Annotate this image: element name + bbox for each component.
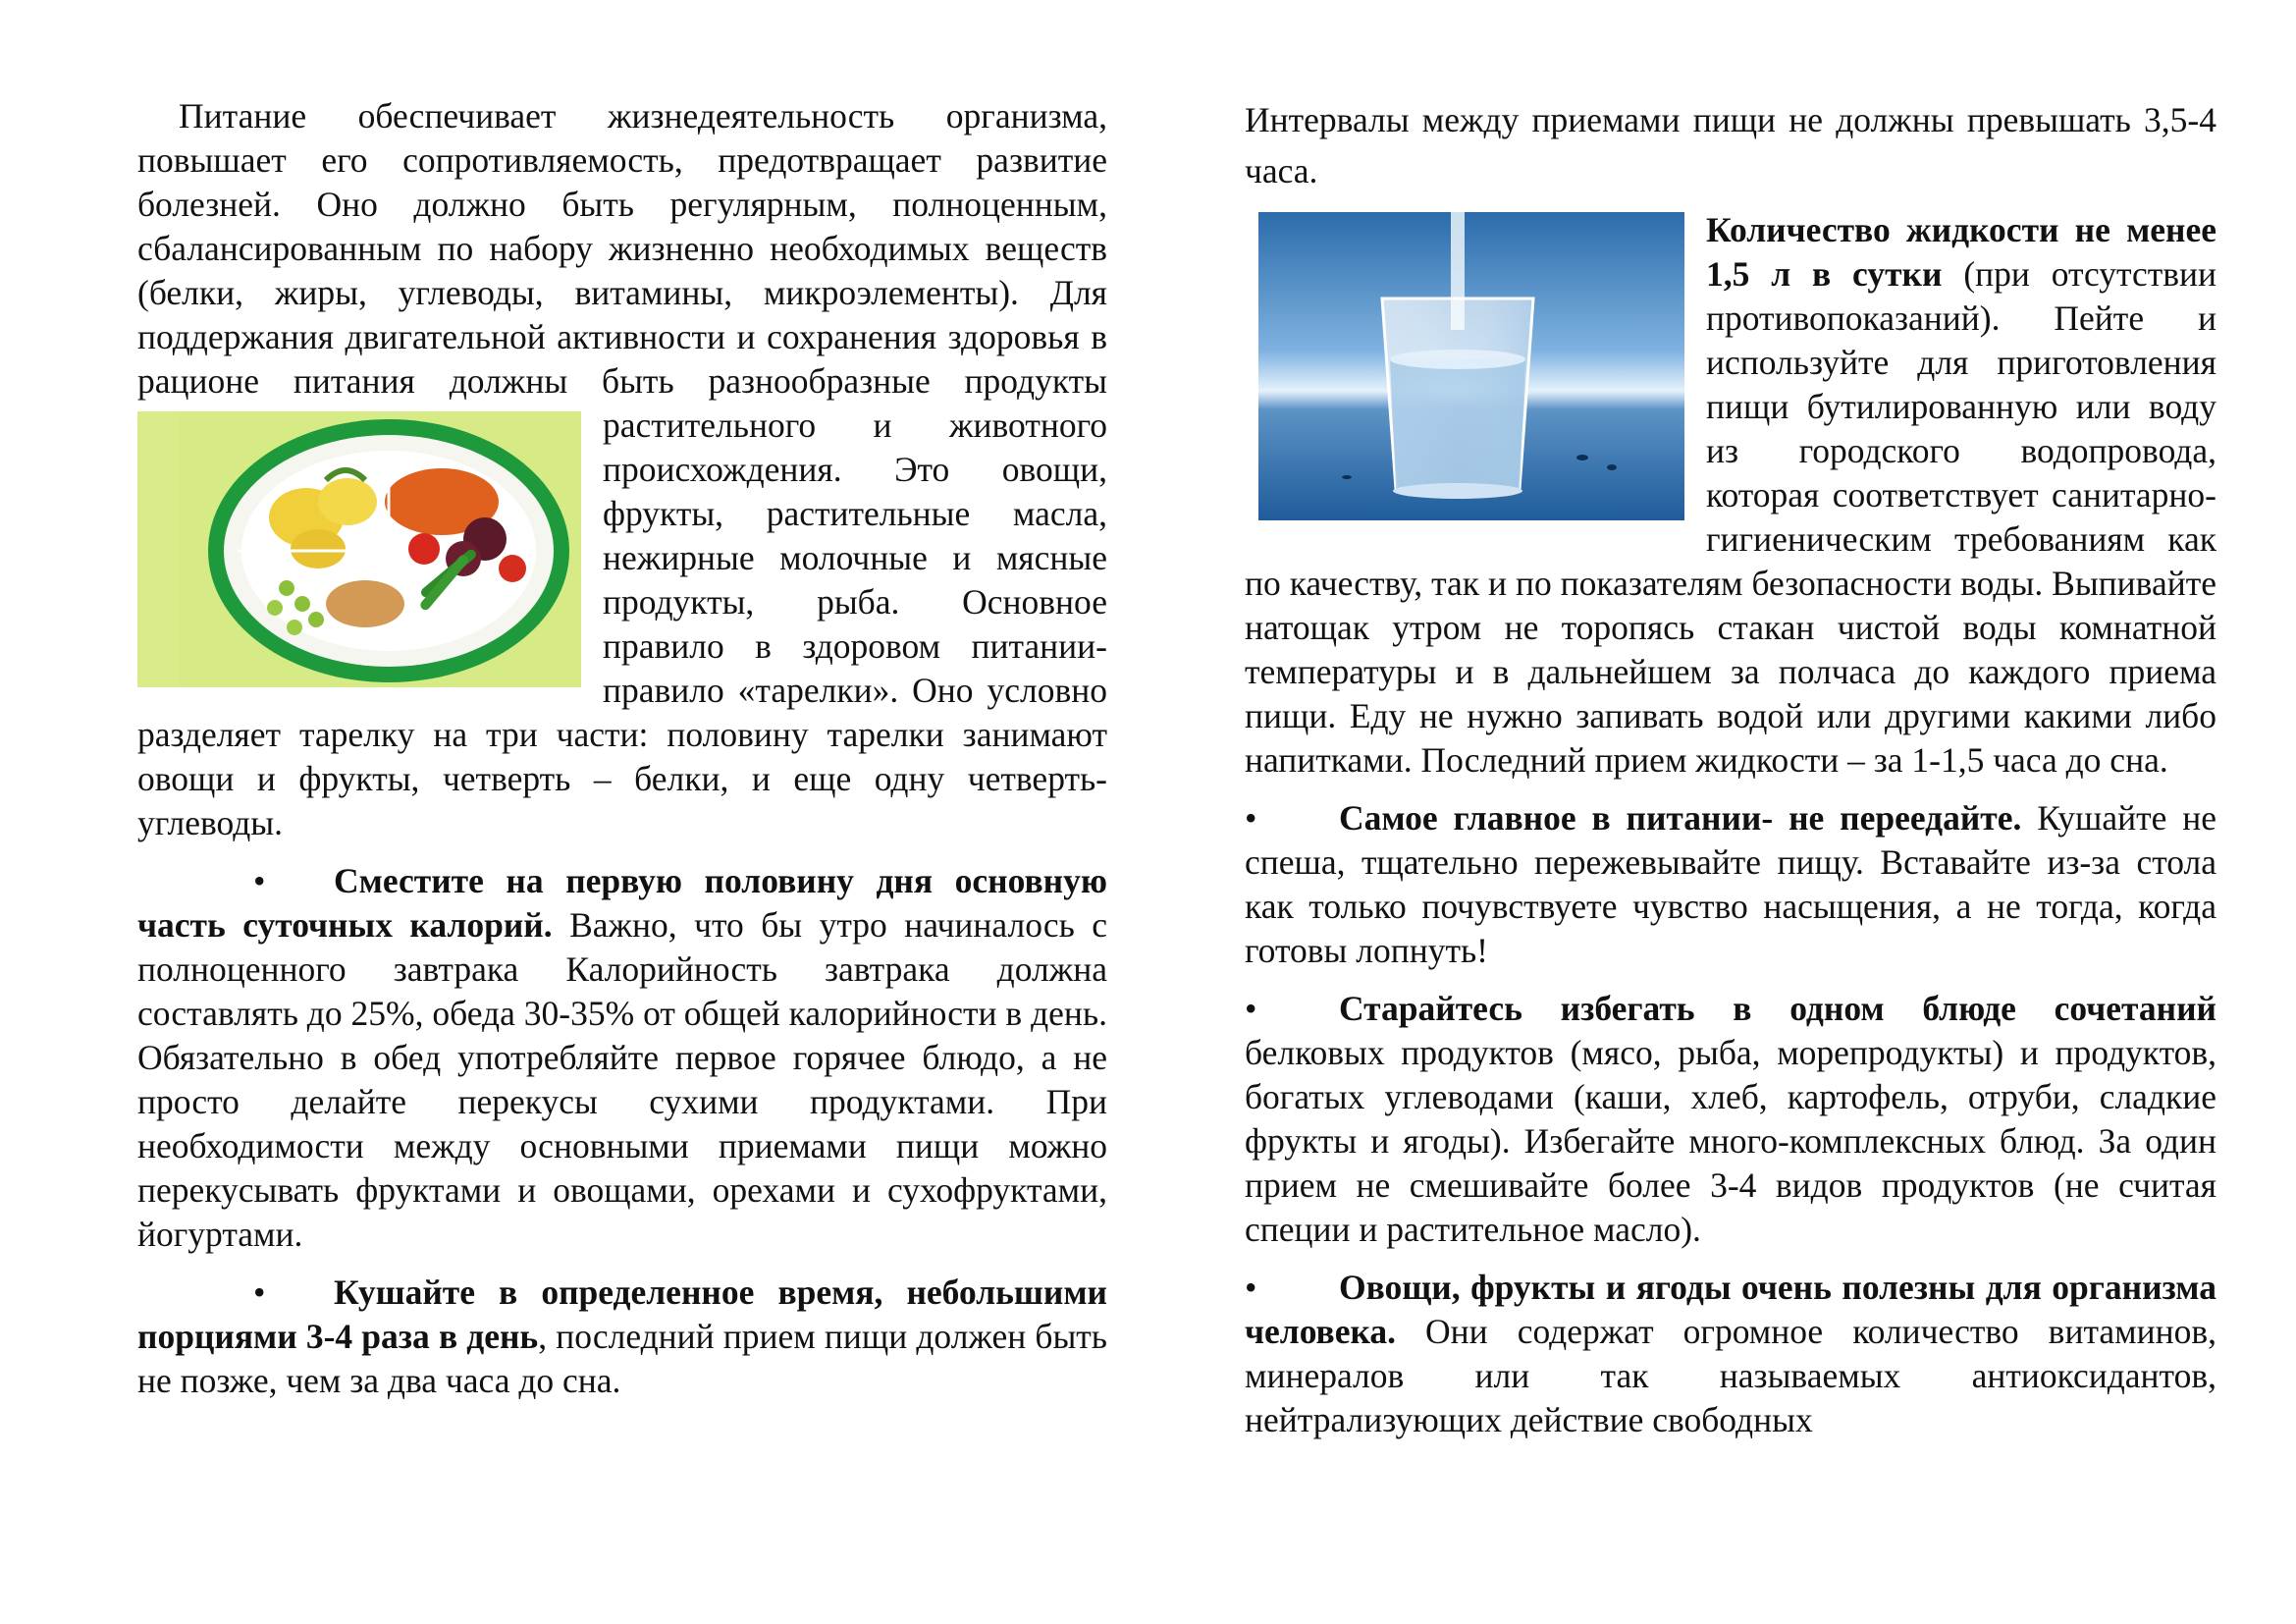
- plate-image: [137, 411, 581, 687]
- bullet-vegetables-text: Они содержат огромное количество витаминов, минералов или так называемых антиоксидантов, нейтрализующих действие свободных: [1245, 1312, 2216, 1439]
- bullet-item-schedule: [137, 1271, 1107, 1403]
- bullet-item-vegetables: • Овощи, фрукты и ягоды очень полезны для организма человека. Они содержат огромное количество витаминов, минералов или так называемых антиоксидантов, нейтрализующих действие свободных: [1245, 1268, 2216, 1439]
- bullet-item-overeating: • Самое главное в питании- не переедайте. Кушайте не спеша, тщательно пережевывайте пищу. Вставайте из-за стола как только почувствуете чувство насыщения, а не тогда, когда готовы лопнуть!: [1245, 798, 2216, 970]
- bullet-schedule-text: , последний прием пищи должен быть не позже, чем за два часа до сна.: [137, 1317, 1108, 1400]
- bullet-calories-text: Важно, что бы утро начиналось с полноценного завтрака Калорийность завтрака должна составлять до 25%, обеда 30-35% от общей калорийности в день. Обязательно в обед употребляйте первое горячее блюдо, а не просто делайте перекусы сухими продуктами. При необходимости между основными приемами пищи можно перекусывать фруктами и овощами, орехами и сухофруктами, йогуртами.: [137, 905, 1107, 1254]
- left-column: [137, 94, 1107, 1403]
- paragraph-water: [1245, 208, 2216, 783]
- bullet-item-combinations: • Старайтесь избегать в одном блюде сочетаний белковых продуктов (мясо, рыба, морепродукты) и продуктов, богатых углеводами (каши, хлеб, картофель, отруби, сладкие фрукты и ягоды). Избегайте много-комплексных блюд. За один прием не смешивайте более 3-4 видов продуктов (не считая специи и растительное масло).: [1245, 989, 2216, 1249]
- bullet-overeating-bold: Самое главное в питании- не переедайте.: [1339, 798, 2022, 838]
- water-bold: Количество жидкости не менее 1,5 л в сутки: [1706, 210, 2216, 294]
- bullet-overeating-text: Кушайте не спеша, тщательно пережевывайте пищу. Вставайте из-за стола как только почувствуете чувство насыщения, а не тогда, когда готовы лопнуть!: [1245, 798, 2216, 970]
- water-glass-image: [1258, 212, 1684, 520]
- paragraph-intro-part2: животного происхождения. Это овощи, фрукты, растительные масла, нежирные молочные и мясные продукты, рыба. Основное правило в здоровом питании- правило «тарелки». Оно условно разделяет тарелку на три части: половину тарелки занимают овощи и фрукты, четверть – белки, и еще одну четверть- углеводы.: [137, 406, 1108, 842]
- water-glass-icon: [1258, 212, 1684, 520]
- bullet-schedule-bold: Кушайте в определенное время, небольшими порциями 3-4 раза в день: [137, 1272, 1107, 1356]
- right-column: [1245, 94, 2216, 1442]
- water-text: (при отсутствии противопоказаний). Пейте и используйте для приготовления пищи бутилированную или воду из городского водопровода, которая соответствует санитарно-гигиеническим требованиям как по качеству, так и по показателям безопасности воды. Выпивайте натощак утром не торопясь стакан чистой воды комнатной температуры и в дальнейшем за полчаса до каждого приема пищи. Еду не нужно запивать водой или другими какими либо напитками. Последний прием жидкости – за 1-1,5 часа до сна.: [1245, 254, 2216, 780]
- healthy-plate-icon: [179, 411, 581, 687]
- bullet-calories-bold: Сместите на первую половину дня основную часть суточных калорий.: [137, 861, 1107, 945]
- paragraph-intervals: Интервалы между приемами пищи не должны превышать 3,5-4 часа.: [1245, 100, 2216, 190]
- bullet-combinations-bold: Старайтесь избегать в одном блюде сочетаний: [1339, 989, 2216, 1028]
- paragraph-intro-part1: Питание обеспечивает жизнедеятельность организма, повышает его сопротивляемость, предотвращает развитие болезней. Оно должно быть регулярным, полноценным, сбалансированным по набору жизненно необходимых веществ (белки, жиры, углеводы, витамины, микроэлементы). Для поддержания двигательной активности и сохранения здоровья в рационе питания должны быть разнообразные продукты растительного и: [137, 96, 1107, 445]
- paragraph-intro: [137, 94, 1107, 845]
- bullet-icon: •: [253, 861, 266, 900]
- bullet-combinations-text: белковых продуктов (мясо, рыба, морепродукты) и продуктов, богатых углеводами (каши, хлеб, картофель, отруби, сладкие фрукты и ягоды). Избегайте много-комплексных блюд. За один прием не смешивайте более 3-4 видов продуктов (не считая специи и растительное масло).: [1245, 1033, 2216, 1249]
- bullet-icon: •: [253, 1272, 266, 1312]
- bullet-item-calories: [137, 859, 1107, 1257]
- bullet-vegetables-bold: Овощи, фрукты и ягоды очень полезны для организма человека.: [1245, 1268, 2216, 1351]
